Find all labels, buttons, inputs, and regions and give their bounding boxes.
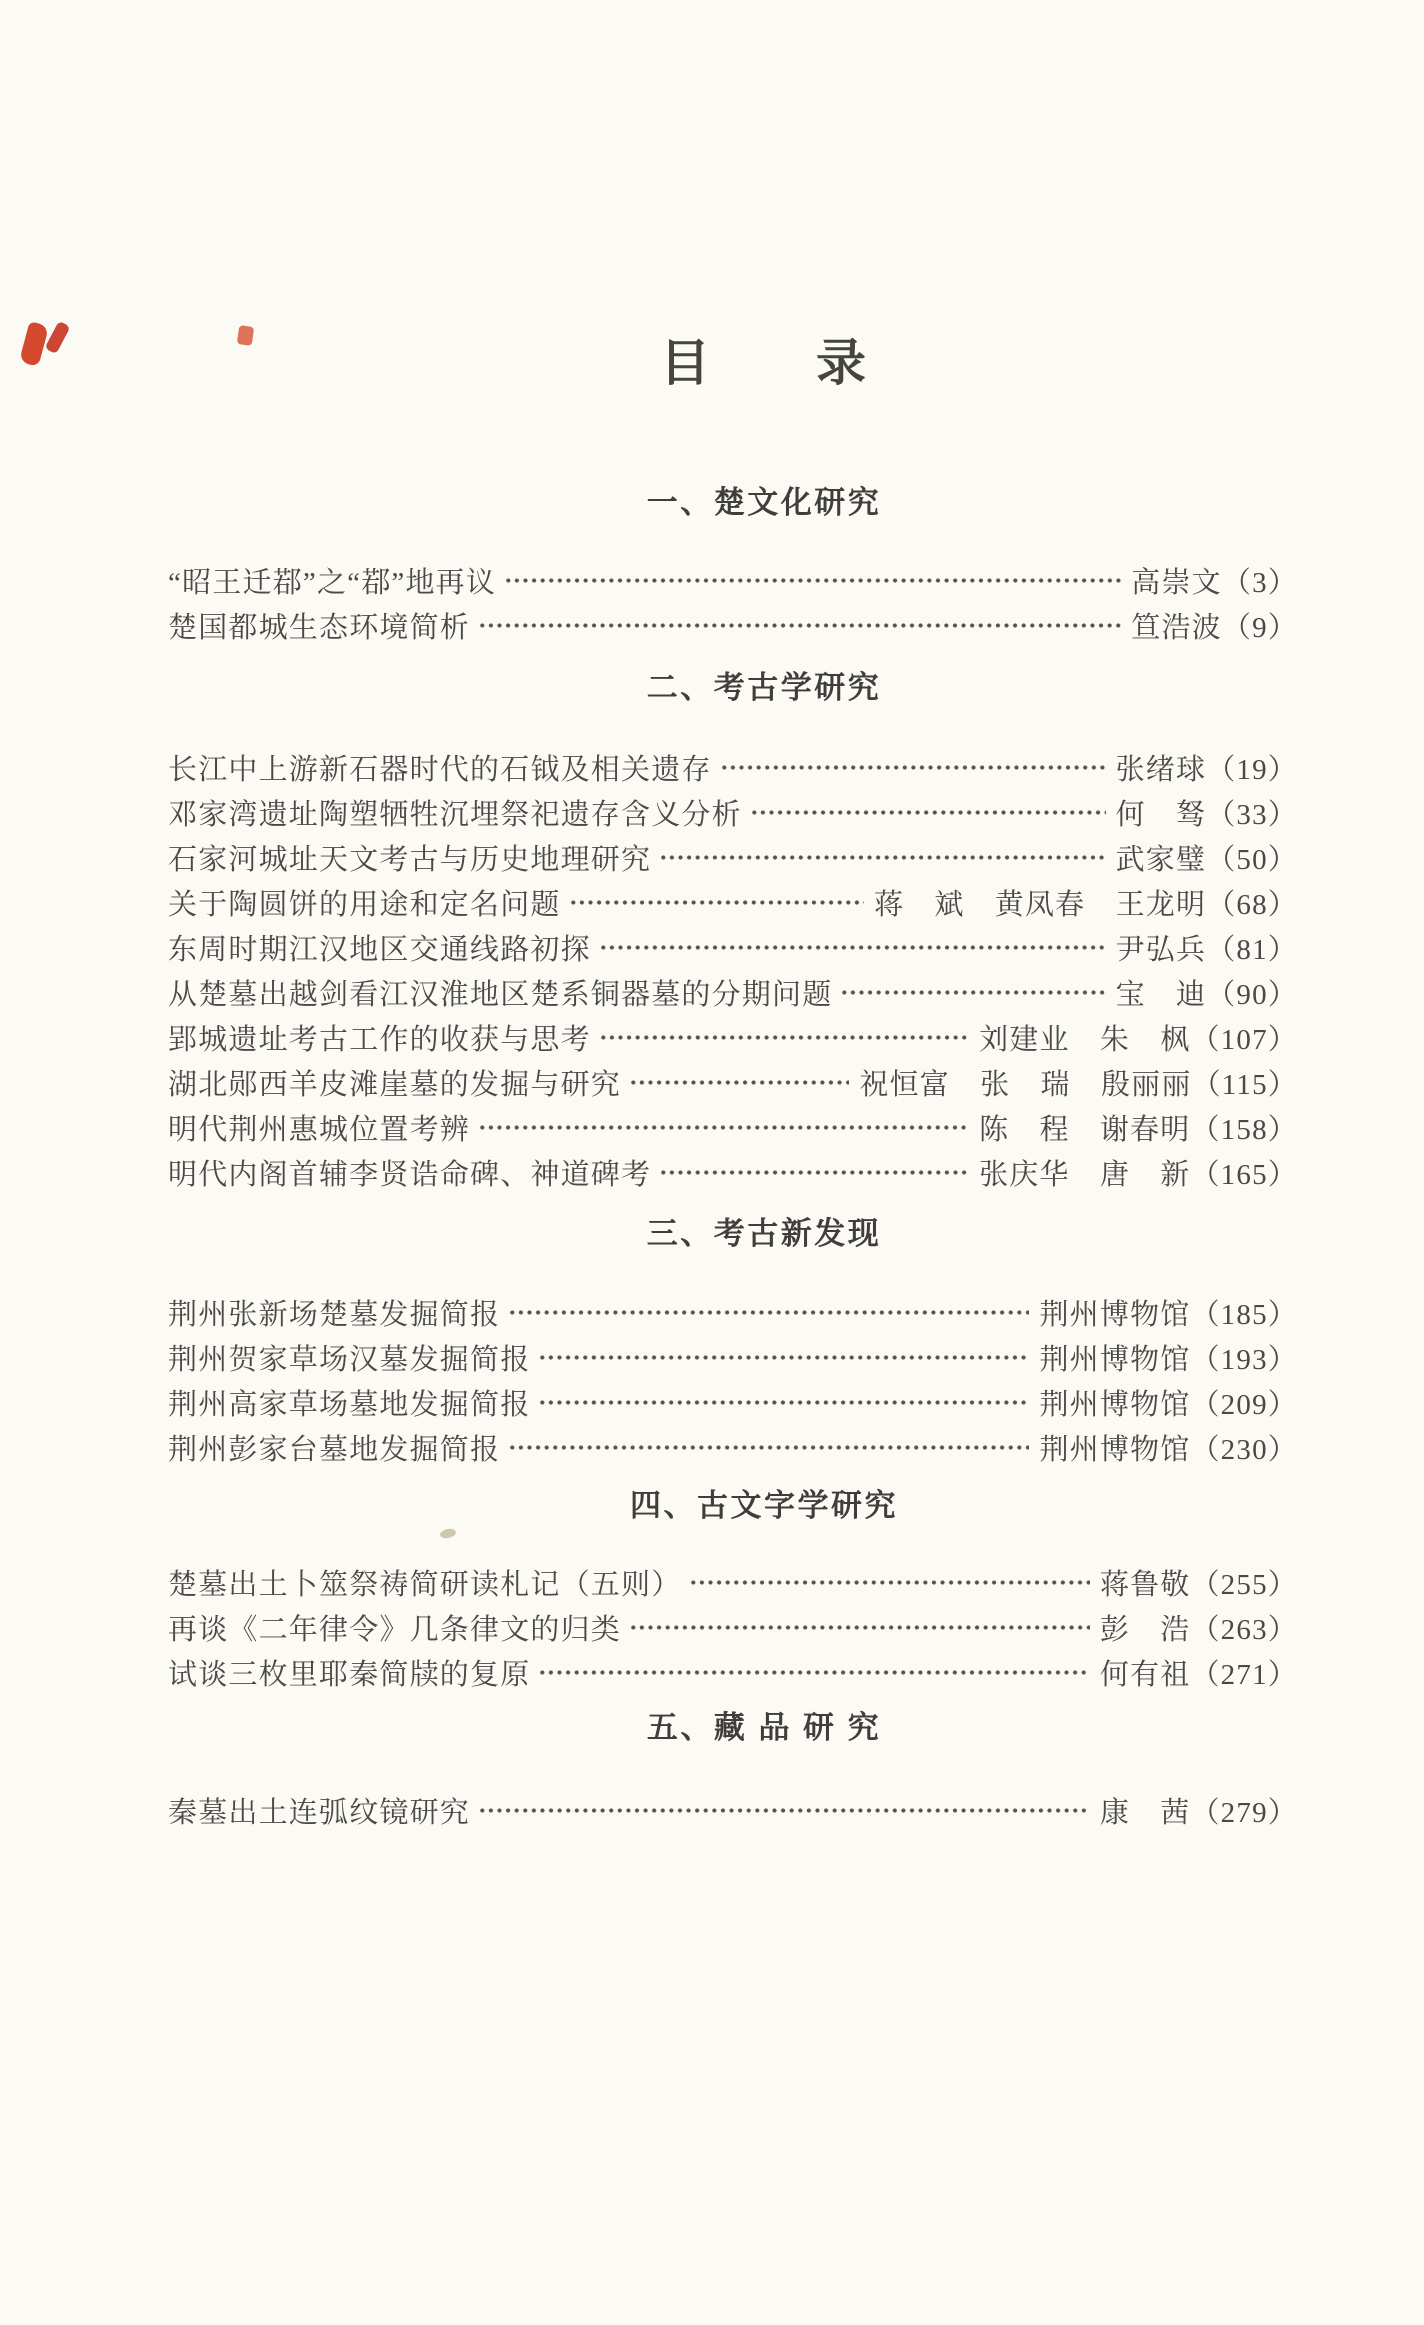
dot-leader [508,1290,1029,1335]
section-entries [168,1788,1360,1833]
entry-page-number: （19） [1206,754,1298,786]
entry-authors: 荆州博物馆 [1039,1344,1191,1376]
toc-entry [168,1605,1360,1650]
entry-page-number: （50） [1206,844,1298,876]
entry-title: 秦墓出土连弧纹镜研究 [168,1797,471,1829]
toc-entry [168,1560,1360,1605]
entry-authors: 荆州博物馆 [1039,1389,1191,1421]
entry-ref [1039,1337,1298,1378]
entry-ref [1116,972,1298,1013]
toc-entry [168,925,1360,970]
dot-leader [659,1150,969,1195]
entry-page-number: （165） [1190,1159,1298,1191]
entry-page-number: （279） [1190,1797,1298,1829]
entry-authors: 高崇文 [1131,567,1222,599]
entry-title: 东周时期江汉地区交通线路初探 [168,934,591,966]
entry-authors: 宝 迪 [1115,979,1207,1011]
entry-authors: 张绪球 [1115,754,1207,786]
section-entries [168,745,1360,1195]
entry-page-number: （230） [1190,1434,1298,1466]
toc-entry [168,1380,1360,1425]
entry-authors: 康 茜 [1099,1797,1191,1829]
entry-page-number: （115） [1191,1069,1298,1101]
page-title: 目 录 [660,335,868,391]
entry-title: “昭王迁鄀”之“鄀”地再议 [168,567,497,599]
entry-title: 楚国都城生态环境简析 [168,612,471,644]
entry-title: 石家河城址天文考古与历史地理研究 [168,844,652,876]
toc-entry [168,1650,1360,1695]
section-entries [168,558,1360,648]
entry-title: 长江中上游新石器时代的石钺及相关遗存 [168,754,712,786]
section-heading: 一、楚文化研究 [646,485,882,520]
entry-ref [1100,1790,1298,1831]
toc-section [168,1712,1360,1833]
entry-title: 荆州贺家草场汉墓发掘简报 [168,1344,531,1376]
red-ink-mark [237,325,254,346]
entry-ref [1131,605,1298,646]
entry-title: 明代荆州惠城位置考辨 [168,1114,471,1146]
entry-page-number: （33） [1206,799,1298,831]
entry-ref [979,1107,1298,1148]
entry-authors: 陈 程 谢春明 [979,1114,1191,1146]
entry-ref [1039,1382,1298,1423]
section-heading: 五、藏 品 研 究 [646,1710,882,1745]
entry-page-number: （81） [1206,934,1298,966]
dot-leader [504,558,1121,603]
toc-entry [168,1290,1360,1335]
dot-leader [840,970,1105,1015]
entry-ref [1100,1562,1298,1603]
entry-ref [859,1062,1298,1103]
entry-page-number: （9） [1221,612,1298,644]
toc-entry [168,603,1360,648]
entry-ref [1116,792,1298,833]
entry-authors: 尹弘兵 [1115,934,1207,966]
entry-title: 湖北郧西羊皮滩崖墓的发掘与研究 [168,1069,622,1101]
toc-entry [168,835,1360,880]
entry-ref [979,1152,1298,1193]
entry-authors: 彭 浩 [1099,1614,1191,1646]
entry-page-number: （107） [1190,1024,1298,1056]
entry-authors: 何 驽 [1115,799,1207,831]
entry-page-number: （90） [1206,979,1298,1011]
toc-entry [168,745,1360,790]
entry-title: 明代内阁首辅李贤诰命碑、神道碑考 [168,1159,652,1191]
toc-entry [168,1150,1360,1195]
entry-page-number: （185） [1190,1299,1298,1331]
entry-title: 荆州张新场楚墓发掘简报 [168,1299,501,1331]
toc-sections [168,487,1360,1833]
toc-section [168,1490,1360,1695]
dot-leader [629,1605,1090,1650]
dot-leader [689,1560,1089,1605]
entry-authors: 何有祖 [1099,1659,1191,1691]
entry-title: 荆州高家草场墓地发掘简报 [168,1389,531,1421]
dot-leader [750,790,1106,835]
entry-authors: 笪浩波 [1131,612,1222,644]
entry-title: 试谈三枚里耶秦简牍的复原 [168,1659,531,1691]
entry-authors: 刘建业 朱 枫 [979,1024,1191,1056]
entry-ref [1131,560,1298,601]
entry-authors: 张庆华 唐 新 [979,1159,1191,1191]
entry-title: 再谈《二年律令》几条律文的归类 [168,1614,622,1646]
entry-authors: 荆州博物馆 [1039,1434,1191,1466]
dot-leader [569,880,864,925]
entry-ref [1116,837,1298,878]
dot-leader [659,835,1105,880]
entry-page-number: （255） [1190,1569,1298,1601]
toc-entry [168,970,1360,1015]
section-heading: 二、考古学研究 [646,670,882,705]
toc-page [0,333,1424,1833]
section-entries [168,1290,1360,1470]
dot-leader [478,603,1121,648]
entry-title: 关于陶圆饼的用途和定名问题 [168,889,561,921]
dot-leader [538,1335,1029,1380]
dot-leader [538,1380,1029,1425]
entry-authors: 荆州博物馆 [1039,1299,1191,1331]
entry-ref [1039,1292,1298,1333]
toc-section [168,672,1360,1195]
toc-section [168,1218,1360,1470]
entry-ref [1100,1652,1298,1693]
toc-entry [168,1015,1360,1060]
entry-page-number: （68） [1206,889,1298,921]
toc-entry [168,1425,1360,1470]
entry-title: 楚墓出土卜筮祭祷简研读札记（五则） [168,1569,682,1601]
entry-page-number: （263） [1190,1614,1298,1646]
toc-entry [168,880,1360,925]
toc-entry [168,1105,1360,1150]
toc-section [168,487,1360,648]
dot-leader [478,1105,969,1150]
section-entries [168,1560,1360,1695]
entry-page-number: （3） [1221,567,1298,599]
entry-authors: 武家璧 [1115,844,1207,876]
toc-entry [168,790,1360,835]
entry-ref [1039,1427,1298,1468]
entry-authors: 祝恒富 张 瑞 殷丽丽 [859,1069,1192,1101]
toc-entry [168,1788,1360,1833]
entry-ref [979,1017,1298,1058]
entry-page-number: （158） [1190,1114,1298,1146]
entry-ref [1116,747,1298,788]
toc-entry [168,1060,1360,1105]
toc-entry [168,1335,1360,1380]
entry-title: 荆州彭家台墓地发掘简报 [168,1434,501,1466]
entry-ref [1116,927,1298,968]
section-heading: 三、考古新发现 [646,1216,882,1251]
entry-authors: 蒋鲁敬 [1099,1569,1191,1601]
entry-ref [874,882,1298,923]
entry-ref [1100,1607,1298,1648]
dot-leader [538,1650,1089,1695]
toc-entry [168,558,1360,603]
section-heading: 四、古文字学研究 [630,1488,898,1523]
dot-leader [599,1015,969,1060]
entry-page-number: （271） [1190,1659,1298,1691]
entry-authors: 蒋 斌 黄凤春 王龙明 [873,889,1207,921]
entry-title: 郢城遗址考古工作的收获与思考 [168,1024,591,1056]
entry-title: 从楚墓出越剑看江汉淮地区楚系铜器墓的分期问题 [168,979,833,1011]
entry-page-number: （193） [1190,1344,1298,1376]
dot-leader [629,1060,849,1105]
dot-leader [508,1425,1029,1470]
dot-leader [720,745,1106,790]
entry-title: 邓家湾遗址陶塑牺牲沉埋祭祀遗存含义分析 [168,799,742,831]
entry-page-number: （209） [1190,1389,1298,1421]
dot-leader [599,925,1106,970]
dot-leader [478,1788,1090,1833]
